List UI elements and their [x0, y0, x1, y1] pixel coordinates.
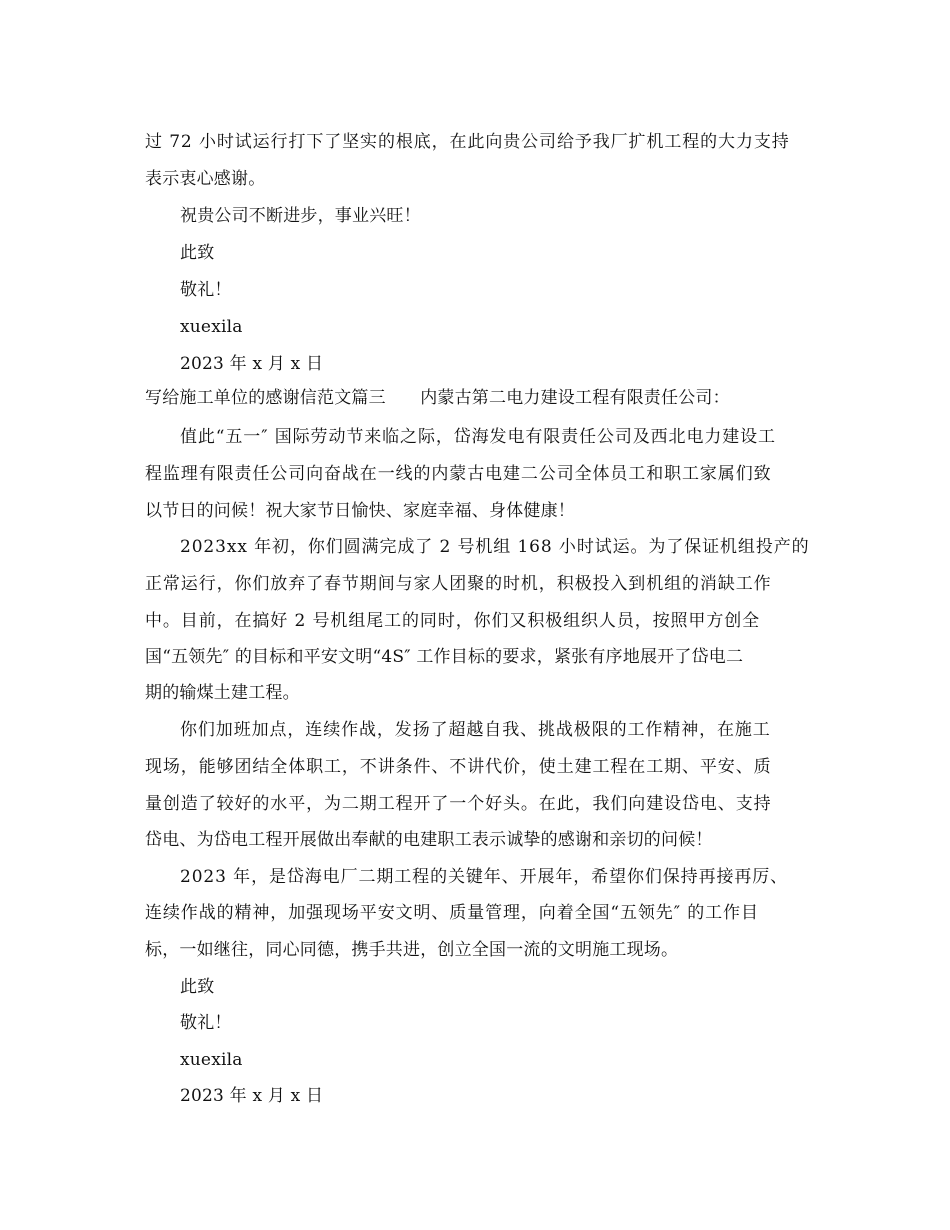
- date-line: 2023 年 x 月 x 日: [180, 1086, 324, 1106]
- text-line: 现场，能够团结全体职工，不讲条件、不讲代价，使土建工程在工期、平安、质: [145, 757, 772, 777]
- text-line: 连续作战的精神，加强现场平安文明、质量管理，向着全国“五领先″ 的工作目: [145, 903, 759, 923]
- section-heading: 写给施工单位的感谢信范文篇三 内蒙古第二电力建设工程有限责任公司：: [145, 388, 730, 408]
- text-line: 此致: [180, 977, 215, 997]
- text-line: 敬礼！: [180, 280, 232, 300]
- text-line: 中。目前，在搞好 2 号机组尾工的同时，你们又积极组织人员，按照甲方创全: [145, 611, 761, 631]
- text-line: 标，一如继往，同心同德，携手共进，创立全国一流的文明施工现场。: [145, 940, 679, 960]
- signature-name: xuexila: [180, 1050, 243, 1070]
- text-line: 国“五领先″ 的目标和平安文明“4S″ 工作目标的要求，紧张有序地展开了岱电二: [145, 647, 744, 667]
- date-line: 2023 年 x 月 x 日: [180, 354, 324, 374]
- text-line: 岱电、为岱电工程开展做出奉献的电建职工表示诚挚的感谢和亲切的问候！: [145, 830, 713, 850]
- text-line: 以节日的问候！祝大家节日愉快、家庭幸福、身体健康！: [145, 501, 575, 521]
- text-line: 程监理有限责任公司向奋战在一线的内蒙古电建二公司全体员工和职工家属们致: [145, 464, 772, 484]
- text-line: 2023xx 年初，你们圆满完成了 2 号机组 168 小时试运。为了保证机组投产的: [180, 537, 810, 557]
- text-line: 敬礼！: [180, 1013, 232, 1033]
- text-line: 量创造了较好的水平，为二期工程开了一个好头。在此，我们向建设岱电、支持: [145, 794, 772, 814]
- text-line: 期的输煤土建工程。: [145, 683, 300, 703]
- text-line: 此致: [180, 243, 215, 263]
- text-line: 值此“五一″ 国际劳动节来临之际，岱海发电有限责任公司及西北电力建设工: [180, 427, 776, 447]
- text-line: 正常运行，你们放弃了春节期间与家人团聚的时机，积极投入到机组的消缺工作: [145, 574, 772, 594]
- text-line: 过 72 小时试运行打下了坚实的根底，在此向贵公司给予我厂扩机工程的大力支持: [145, 132, 790, 152]
- text-line: 祝贵公司不断进步，事业兴旺！: [180, 206, 421, 226]
- text-line: 2023 年，是岱海电厂二期工程的关键年、开展年，希望你们保持再接再厉、: [180, 867, 789, 887]
- signature-name: xuexila: [180, 317, 243, 337]
- text-line: 你们加班加点，连续作战，发扬了超越自我、挑战极限的工作精神，在施工: [180, 720, 771, 740]
- text-line: 表示衷心感谢。: [145, 169, 266, 189]
